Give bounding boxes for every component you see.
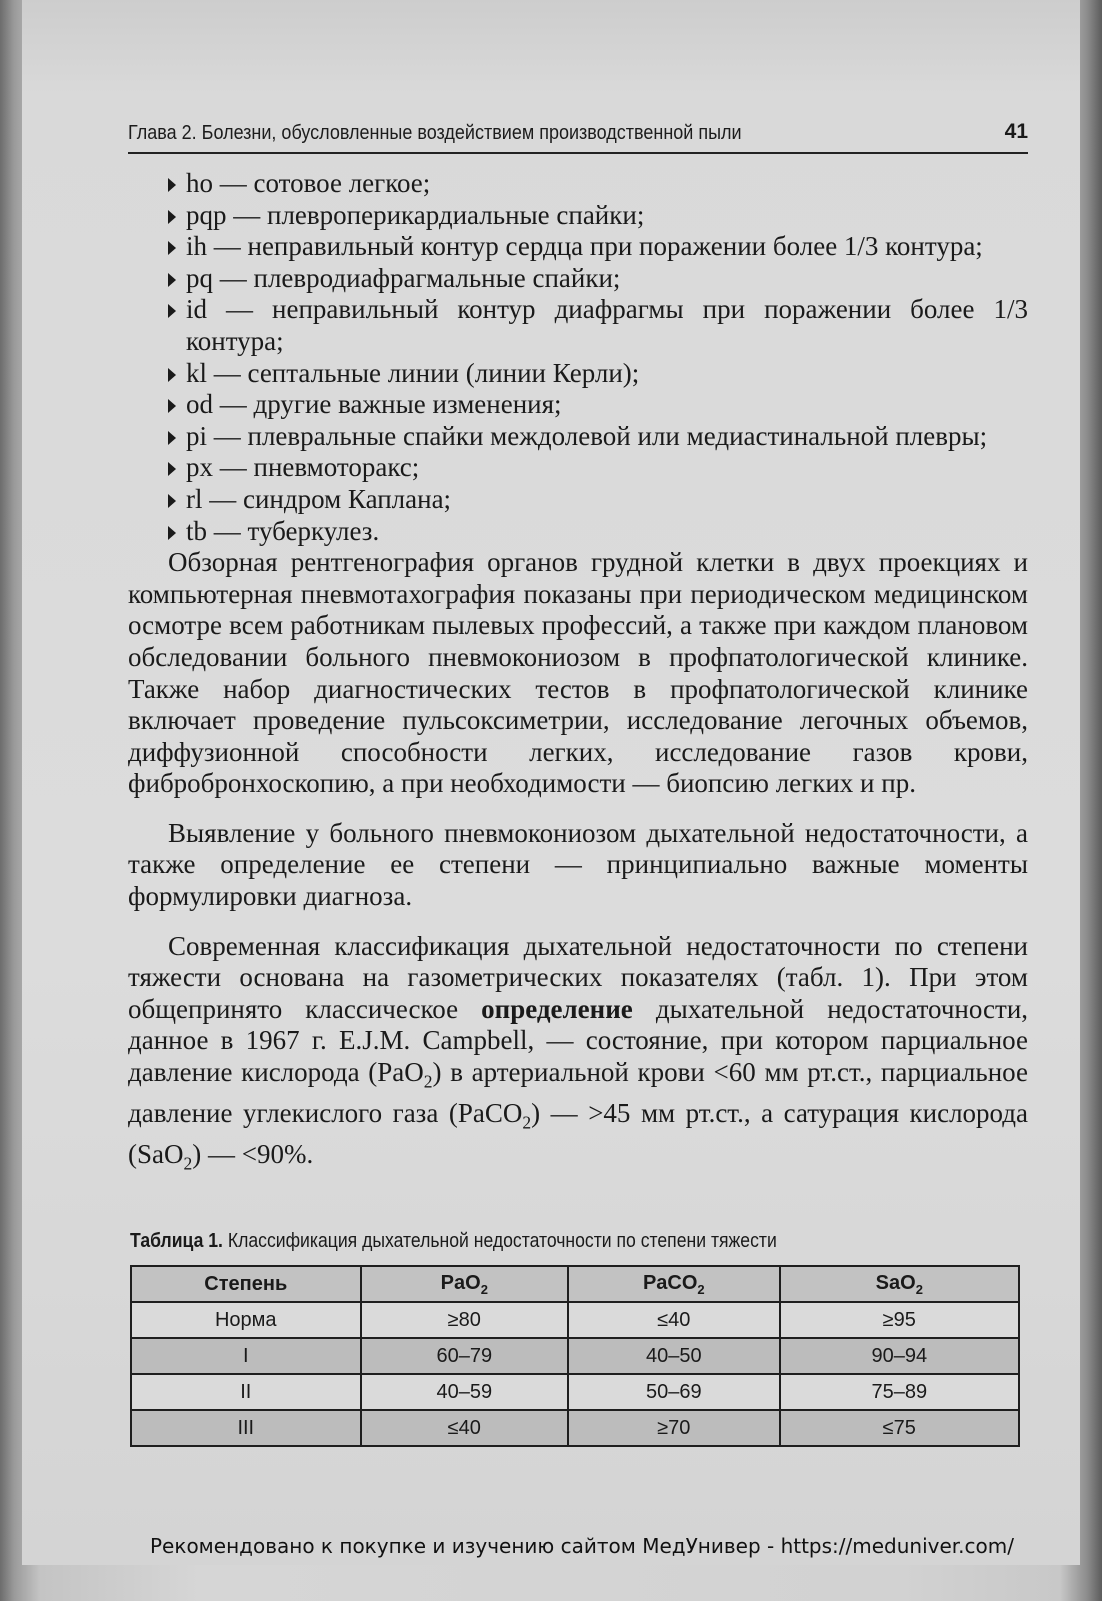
table-row: [131, 1338, 1019, 1374]
table-cell: 90–94: [780, 1338, 1019, 1374]
table-cell: ≤40: [568, 1302, 780, 1338]
list-item: pqp — плевроперикардиальные спайки;: [128, 200, 1028, 232]
list-item: px — пневмоторакс;: [128, 452, 1028, 484]
table-cell: ≥95: [780, 1302, 1019, 1338]
running-header: [128, 118, 1028, 154]
column-header: SaO$_2$: [780, 1266, 1019, 1302]
table-row: [131, 1374, 1019, 1410]
classification-table: [130, 1265, 1020, 1447]
bullet-triangle-icon: [168, 304, 176, 318]
list-item: id — неправильный контур диафрагмы при поражении более 1/3 контура;: [128, 294, 1028, 357]
bullet-triangle-icon: [168, 210, 176, 224]
footer-recommendation: Рекомендовано к покупке и изучению сайтом МедУнивер - https://meduniver.com/: [150, 1534, 1014, 1558]
table-cell: ≥70: [568, 1410, 780, 1446]
bullet-triangle-icon: [168, 368, 176, 382]
bullet-triangle-icon: [168, 241, 176, 255]
list-item: pq — плевродиафрагмальные спайки;: [128, 263, 1028, 295]
body-text: [128, 168, 1028, 1180]
bullet-triangle-icon: [168, 462, 176, 476]
bullet-triangle-icon: [168, 399, 176, 413]
paragraph-diagnostics: Обзорная рентгенография органов грудной клетки в двух проекциях и компьютерная пневмотахография показаны при периодическом медицинском осмотре всем работникам пылевых профессий, а также при каждом плановом обследовании больного пневмокониозом в профпатологической клинике. Также набор диагностических тестов в профпатологической клинике включает проведение пульсоксиметрии, исследование легочных объемов, диффузионной способности легких, исследование газов крови, фибробронхоскопию, а при необходимости — биопсию легких и пр.: [128, 547, 1028, 799]
column-header: Степень: [131, 1266, 361, 1302]
table-row: [131, 1410, 1019, 1446]
list-item: ho — сотовое легкое;: [128, 168, 1028, 200]
table-cell: ≤40: [361, 1410, 569, 1446]
table-cell: 50–69: [568, 1374, 780, 1410]
bullet-triangle-icon: [168, 178, 176, 192]
table-cell: 60–79: [361, 1338, 569, 1374]
bullet-triangle-icon: [168, 431, 176, 445]
table-row: [131, 1302, 1019, 1338]
table-cell: 40–50: [568, 1338, 780, 1374]
column-header: PaCO$_2$: [568, 1266, 780, 1302]
table-cell: III: [131, 1410, 361, 1446]
list-item: ih — неправильный контур сердца при поражении более 1/3 контура;: [128, 231, 1028, 263]
table-cell: ≤75: [780, 1410, 1019, 1446]
bullet-triangle-icon: [168, 273, 176, 287]
bold-term: определение: [481, 993, 633, 1024]
table-cell: ≥80: [361, 1302, 569, 1338]
table-cell: I: [131, 1338, 361, 1374]
table-cell: 40–59: [361, 1374, 569, 1410]
list-item: tb — туберкулез.: [128, 516, 1028, 548]
list-item: rl — синдром Каплана;: [128, 484, 1028, 516]
table-header-row: [131, 1266, 1019, 1302]
table-cell: II: [131, 1374, 361, 1410]
list-item: pi — плевральные спайки междолевой или медиастинальной плевры;: [128, 421, 1028, 453]
bullet-list: [128, 168, 1028, 547]
list-item: kl — септальные линии (линии Керли);: [128, 358, 1028, 390]
column-header: PaO$_2$: [361, 1266, 569, 1302]
chapter-title: Глава 2. Болезни, обусловленные воздействием производственной пыли: [128, 122, 742, 144]
page-number: 41: [1004, 120, 1028, 143]
bullet-triangle-icon: [168, 526, 176, 540]
bullet-triangle-icon: [168, 494, 176, 508]
paragraph-respiratory-failure: Выявление у больного пневмокониозом дыхательной недостаточности, а также определение ее степени — принципиально важные моменты формулировки диагноза.: [128, 817, 1028, 912]
table-caption: Таблица 1. Классификация дыхательной недостаточности по степени тяжести: [130, 1230, 777, 1252]
table-cell: Норма: [131, 1302, 361, 1338]
paragraph-classification: Современная классификация дыхательной недостаточности по степени тяжести основана на газометрических показателях (табл. 1). При этом общепринято классическое определение дыхательной недостаточности, данное в 1967 г. E.J.M. Campbell, — состояние, при котором парциальное давление кислорода (PaO$_2$) в артериальной крови <60 мм рт.ст., парциальное давление углекислого газа (PaCO$_2$) — >45 мм рт.ст., а сатурация кислорода (SaO$_2$) — <90%.: [128, 930, 1029, 1174]
table-cell: 75–89: [780, 1374, 1019, 1410]
list-item: od — другие важные изменения;: [128, 389, 1028, 421]
